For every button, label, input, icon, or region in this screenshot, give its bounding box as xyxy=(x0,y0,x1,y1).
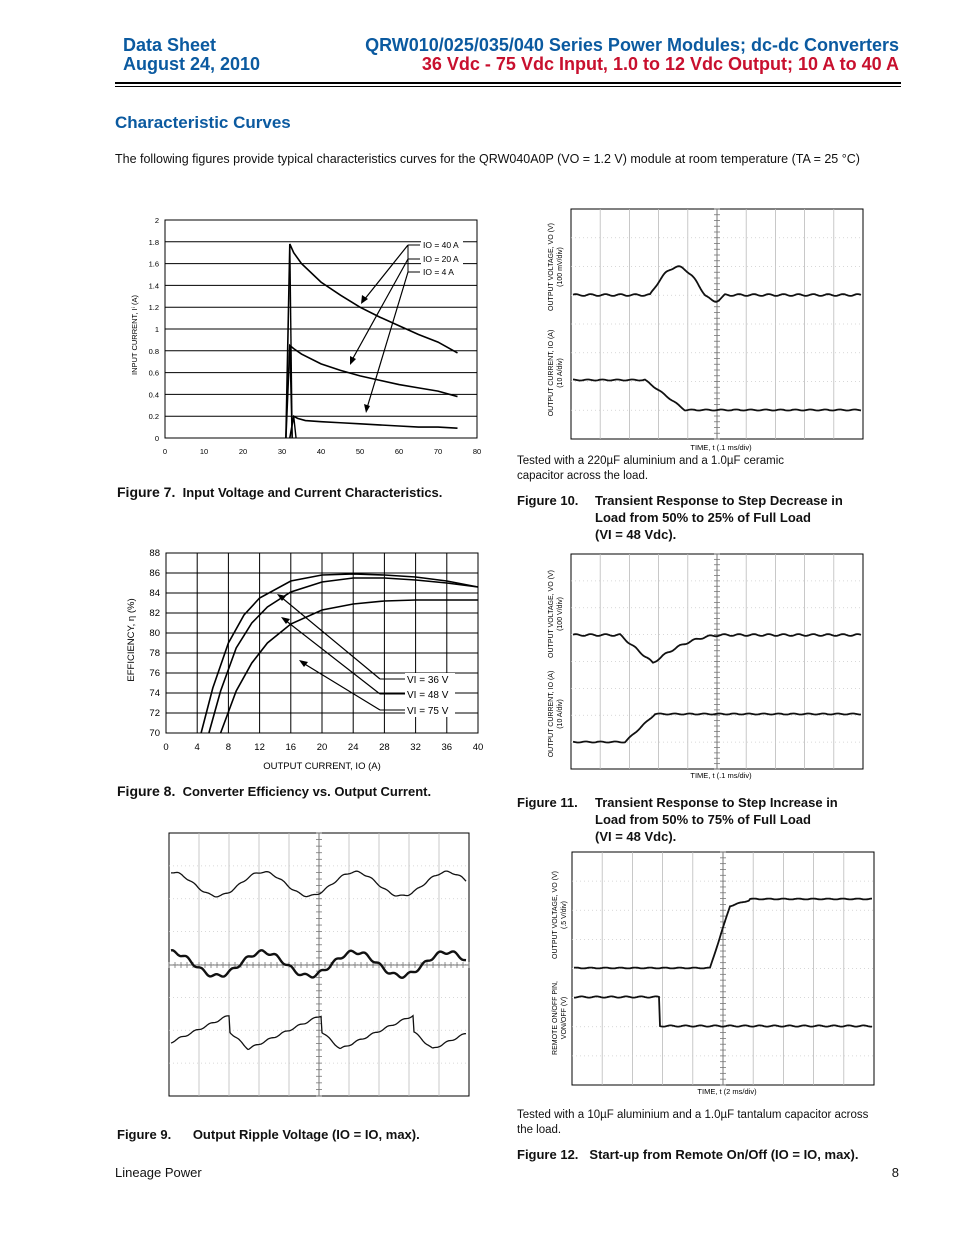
fig8-legend-2: VI = 48 V xyxy=(407,690,449,701)
fig8-caption xyxy=(117,783,431,799)
fig10-caption-num: Figure 10. xyxy=(517,493,579,508)
fig12-ylabel-top-2: (.5 V/div) xyxy=(561,900,568,930)
x-tick-label: 8 xyxy=(225,742,232,753)
fig8-legend-1: VI = 36 V xyxy=(407,675,449,686)
fig12-caption-text: Start-up from Remote On/Off (IO = IO, max). xyxy=(589,1147,859,1162)
fig11-caption xyxy=(517,794,838,845)
y-tick-label: 2 xyxy=(154,216,159,225)
y-tick-label: 82 xyxy=(149,608,160,619)
y-tick-label: 1.4 xyxy=(148,281,159,291)
y-tick-label: 0.8 xyxy=(148,346,159,356)
fig7-legend xyxy=(350,239,463,413)
y-tick-label: 78 xyxy=(149,648,160,659)
x-tick-label: 16 xyxy=(285,742,297,753)
x-tick-label: 30 xyxy=(277,447,287,456)
x-tick-label: 12 xyxy=(254,742,265,753)
fig7-ylabel: INPUT CURRENT, Iⁱ (A) xyxy=(130,295,139,375)
fig8-caption-num: Figure 8. xyxy=(117,783,176,799)
figure-12-scope xyxy=(535,850,880,1100)
fig9-grid xyxy=(169,833,469,1096)
fig12-ylabel-bot-1: REMOTE ON/OFF PIN, xyxy=(552,981,559,1055)
x-tick-label: 70 xyxy=(433,447,443,456)
fig12-caption xyxy=(517,1147,858,1162)
x-tick-label: 50 xyxy=(355,447,365,456)
header-rule-thin xyxy=(115,86,901,87)
doc-title: QRW010/025/035/040 Series Power Modules; dc-dc Converters xyxy=(365,35,899,55)
x-tick-label: 28 xyxy=(379,742,390,753)
y-tick-label: 70 xyxy=(149,728,160,739)
x-tick-label: 60 xyxy=(394,447,404,456)
fig11-caption-num: Figure 11. xyxy=(517,795,578,810)
doc-date: August 24, 2010 xyxy=(123,54,261,74)
section-title: Characteristic Curves xyxy=(115,113,291,132)
fig10-grid xyxy=(571,209,863,439)
y-tick-label: 88 xyxy=(149,548,160,559)
fig11-ylabel-top-2: (100 V/div) xyxy=(557,597,564,631)
fig11-caption-text-1: Transient Response to Step Increase in xyxy=(595,795,838,810)
fig7-caption-num: Figure 7. xyxy=(117,484,176,500)
x-tick-label: 20 xyxy=(316,742,328,753)
fig10-ylabel-top-1: OUTPUT VOLTAGE, VO (V) xyxy=(548,223,555,311)
x-tick-label: 24 xyxy=(347,742,359,753)
x-tick-label: 4 xyxy=(194,742,200,753)
fig10-caption xyxy=(517,492,843,543)
fig10-ylabel-bot-1: OUTPUT CURRENT, IO (A) xyxy=(548,329,555,417)
fig7-caption xyxy=(117,484,442,500)
fig10-caption-text-2: Load from 50% to 25% of Full Load xyxy=(595,510,811,525)
figure-10-scope xyxy=(535,207,865,455)
y-tick-label: 72 xyxy=(149,708,160,719)
fig9-caption-text: Output Ripple Voltage (IO = IO, max). xyxy=(192,1127,420,1142)
doc-type: Data Sheet xyxy=(123,35,217,55)
figure-7-chart xyxy=(115,210,490,465)
y-tick-label: 80 xyxy=(149,628,160,639)
y-tick-label: 1 xyxy=(154,325,159,334)
footer-company: Lineage Power xyxy=(115,1165,202,1180)
x-tick-label: 20 xyxy=(238,447,248,456)
x-tick-label: 0 xyxy=(163,742,169,753)
y-tick-label: 76 xyxy=(149,668,160,679)
y-tick-label: 84 xyxy=(149,588,160,599)
fig12-ylabel-top-1: OUTPUT VOLTAGE, VO (V) xyxy=(552,871,559,959)
fig8-ylabel: EFFICIENCY, η (%) xyxy=(126,598,137,682)
series-line xyxy=(290,416,458,438)
fig11-ylabel-top-1: OUTPUT VOLTAGE, VO (V) xyxy=(548,570,555,658)
fig7-caption-text: Input Voltage and Current Characteristics. xyxy=(182,485,443,500)
y-tick-label: 1.6 xyxy=(148,259,159,269)
fig11-xlabel: TIME, t (.1 ms/div) xyxy=(690,771,752,780)
x-tick-label: 32 xyxy=(410,742,421,753)
y-tick-label: 0.2 xyxy=(148,412,159,422)
fig10-xlabel: TIME, t (.1 ms/div) xyxy=(690,443,752,452)
fig11-caption-text-3: (VI = 48 Vdc). xyxy=(595,829,677,844)
x-tick-label: 40 xyxy=(316,447,326,456)
fig12-ylabel-bot-2: VON/OFF (V) xyxy=(561,996,568,1040)
fig7-legend-3: IO = 4 A xyxy=(423,267,454,277)
y-tick-label: 0.6 xyxy=(148,368,159,378)
y-tick-label: 0.4 xyxy=(148,390,159,400)
header-left xyxy=(123,36,260,74)
fig11-ylabel-bot-2: (10 A/div) xyxy=(557,699,564,729)
fig7-legend-1: IO = 40 A xyxy=(423,240,459,250)
fig8-legend-3: VI = 75 V xyxy=(407,706,449,717)
intro-paragraph: The following figures provide typical characteristics curves for the QRW040A0P (VO = 1.2 V) module at room temperature (TA = 25 °C) xyxy=(115,152,860,166)
fig8-legend xyxy=(277,594,455,717)
fig10-caption-text-1: Transient Response to Step Decrease in xyxy=(595,493,843,508)
x-tick-label: 0 xyxy=(162,447,168,456)
x-tick-label: 80 xyxy=(472,447,482,456)
y-tick-label: 74 xyxy=(149,688,160,699)
fig10-ylabel-bot-2: (10 A/div) xyxy=(557,358,564,388)
fig10-caption-text-3: (VI = 48 Vdc). xyxy=(595,527,677,542)
x-tick-label: 10 xyxy=(199,447,209,456)
page-number: 8 xyxy=(891,1165,899,1180)
fig11-grid xyxy=(571,554,863,769)
fig8-caption-text: Converter Efficiency vs. Output Current. xyxy=(182,784,432,799)
fig9-caption-num: Figure 9. xyxy=(117,1127,172,1142)
fig8-xlabel: OUTPUT CURRENT, IO (A) xyxy=(263,761,381,772)
fig9-caption xyxy=(117,1127,420,1142)
fig11-ylabel-bot-1: OUTPUT CURRENT, IO (A) xyxy=(548,670,555,758)
y-tick-label: 86 xyxy=(149,568,160,579)
x-tick-label: 36 xyxy=(441,742,453,753)
figure-9-scope xyxy=(168,832,472,1098)
fig12-note: Tested with a 10µF aluminium and a 1.0µF tantalum capacitor across the load. xyxy=(517,1109,869,1136)
fig7-legend-2: IO = 20 A xyxy=(423,254,459,264)
figure-8-chart xyxy=(115,545,495,780)
doc-subtitle: 36 Vdc - 75 Vdc Input, 1.0 to 12 Vdc Output; 10 A to 40 A xyxy=(421,54,899,74)
y-tick-label: 0 xyxy=(154,434,159,443)
x-tick-label: 40 xyxy=(472,742,484,753)
fig11-caption-text-2: Load from 50% to 75% of Full Load xyxy=(595,812,811,827)
fig10-ylabel-top-2: (100 mV/div) xyxy=(557,247,564,287)
fig12-caption-num: Figure 12. xyxy=(517,1147,579,1162)
header-right xyxy=(365,36,899,74)
fig10-note: Tested with a 220µF aluminium and a 1.0µF ceramic capacitor across the load. xyxy=(517,455,785,482)
header-rule xyxy=(115,82,901,84)
series-drop xyxy=(294,416,296,438)
y-tick-label: 1.8 xyxy=(148,237,159,247)
y-tick-label: 1.2 xyxy=(148,303,159,313)
fig12-xlabel: TIME, t (2 ms/div) xyxy=(697,1087,757,1096)
figure-11-scope xyxy=(535,552,865,784)
